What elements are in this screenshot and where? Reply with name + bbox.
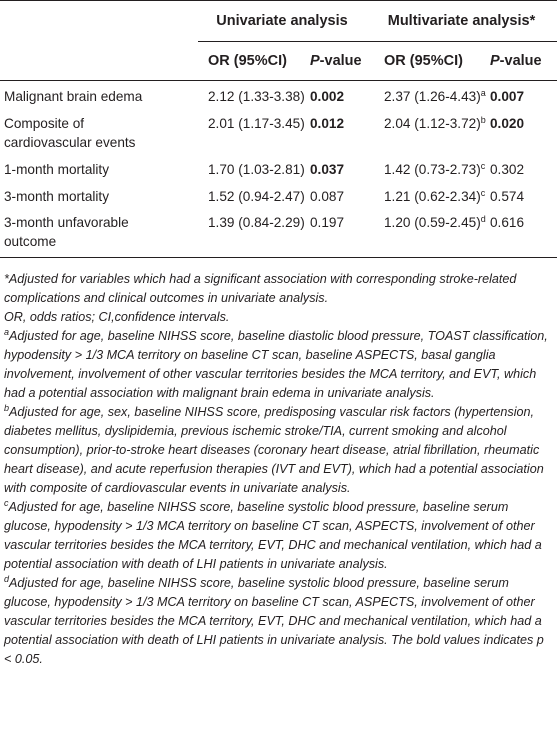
header-empty-2 [0,42,198,81]
footnote-marker: c [480,188,486,198]
footnote-marker: a [4,327,10,337]
footnote [4,308,551,327]
row-label: Malignant brain edema [4,89,143,104]
footnote [4,270,551,308]
multi-or-value [366,81,490,112]
multi-or-text: 1.42 (0.73-2.73) [384,162,481,177]
multi-or-text: 2.37 (1.26-4.43) [384,89,481,104]
header-uni-or-label: OR (95%CI) [208,53,287,69]
uni-p-value: 0.002 [310,89,345,104]
row-label: 3-month unfavorable outcome [0,210,198,258]
multi-p-value: 0.007 [490,89,525,104]
uni-p-value: 0.087 [310,189,345,204]
header-uni-p-rest: -value [319,53,362,69]
footnote-marker: b [4,403,10,413]
footnote [4,327,551,403]
header-multivariate-label: Multivariate analysis* [387,13,536,29]
footnote [4,574,551,669]
uni-or-value: 1.52 (0.94-2.47) [208,189,305,204]
footnote-marker: c [4,498,9,508]
table-body [0,81,557,258]
multi-or-text: 2.04 (1.12-3.72) [384,116,481,131]
multi-p-value: 0.616 [490,210,557,258]
table-row [0,183,557,210]
footnote-marker: a [480,88,486,98]
uni-or-value: 2.01 (1.17-3.45) [208,116,305,131]
header-empty [0,1,198,42]
row-label: Composite of cardiovascular events [4,116,136,150]
footnote-marker: c [480,161,486,171]
footnote-marker: d [4,574,10,584]
header-multi-or-label: OR (95%CI) [384,53,463,69]
row-label: 3-month mortality [4,189,110,204]
table-row [0,156,557,183]
table-row [0,111,557,156]
footnote-text: Adjusted for age, baseline NIHSS score, baseline systolic blood pressure, baseline serum glucose, hypodensity > 1/3 MCA territory on baseline CT scan, ASPECTS, involvement of other vascular territories besides the MCA territory, EVT, DHC and mechanical ventilation, which had a potential association with death of LHI patients in univariate analysis. [4,500,542,571]
header-uni-p-italic: P [310,53,320,69]
header-multi-or [366,42,490,81]
footnote-text: Adjusted for age, baseline NIHSS score, baseline systolic blood pressure, baseline serum glucose, hypodensity > 1/3 MCA territory on baseline CT scan, ASPECTS, involvement of other vascular territories besides the MCA territory, EVT, DHC and mechanical ventilation, which had a potential association with death of LHI patients in univariate analysis. The bold values indicates p < 0.05. [4,576,544,666]
uni-p-value: 0.197 [310,210,366,258]
uni-p-value: 0.037 [310,162,345,177]
header-univariate [198,1,366,42]
footnote [4,498,551,574]
multi-or-value [366,183,490,210]
multi-p-value: 0.020 [490,116,525,131]
uni-or-value: 1.70 (1.03-2.81) [208,162,305,177]
footnote-marker: d [480,214,486,224]
table-row [0,81,557,112]
multi-or-text: 1.20 (0.59-2.45) [384,215,481,230]
row-label: 1-month mortality [4,162,110,177]
footnote-marker: b [480,115,486,125]
table-footnotes [4,270,551,669]
header-multivariate [366,1,557,42]
header-uni-or [198,42,310,81]
header-uni-p [310,42,366,81]
footnote-text: Adjusted for age, baseline NIHSS score, baseline diastolic blood pressure, TOAST classification, hypodensity > 1/3 MCA territory on baseline CT scan, baseline ASPECTS, basal ganglia involvement, involvement of other vascular territories besides the MCA territory, and EVT, which had a potential association with malignant brain edema in univariate analysis. [4,329,548,400]
uni-p-value: 0.012 [310,116,345,131]
results-table [0,0,557,258]
footnote-text: *Adjusted for variables which had a significant association with corresponding stroke-related complications and clinical outcomes in univariate analysis. [4,272,517,305]
header-multi-p-rest: -value [499,53,542,69]
multi-or-value [366,111,490,156]
uni-or-value: 2.12 (1.33-3.38) [208,89,305,104]
multi-or-value [366,210,490,258]
footnote-text: OR, odds ratios; CI,confidence intervals. [4,310,230,324]
header-univariate-label: Univariate analysis [216,13,348,29]
multi-p-value: 0.574 [490,189,525,204]
table-row [0,210,557,258]
multi-or-text: 1.21 (0.62-2.34) [384,189,481,204]
multi-p-value: 0.302 [490,162,525,177]
uni-or-value: 1.39 (0.84-2.29) [198,210,310,258]
header-multi-p-italic: P [490,53,500,69]
footnote [4,403,551,498]
multi-or-value [366,156,490,183]
header-multi-p [490,42,557,81]
footnote-text: Adjusted for age, sex, baseline NIHSS score, predisposing vascular risk factors (hypertension, diabetes mellitus, dyslipidemia, previous ischemic stroke/TIA, current smoking and alcohol consumption), prior-to-stroke heart diseases (coronary heart disease, atrial fibrillation, rheumatic heart disease), and acute reperfusion therapies (IVT and EVT), which had a potential association with composite of cardiovascular events in univariate analysis. [4,405,544,495]
